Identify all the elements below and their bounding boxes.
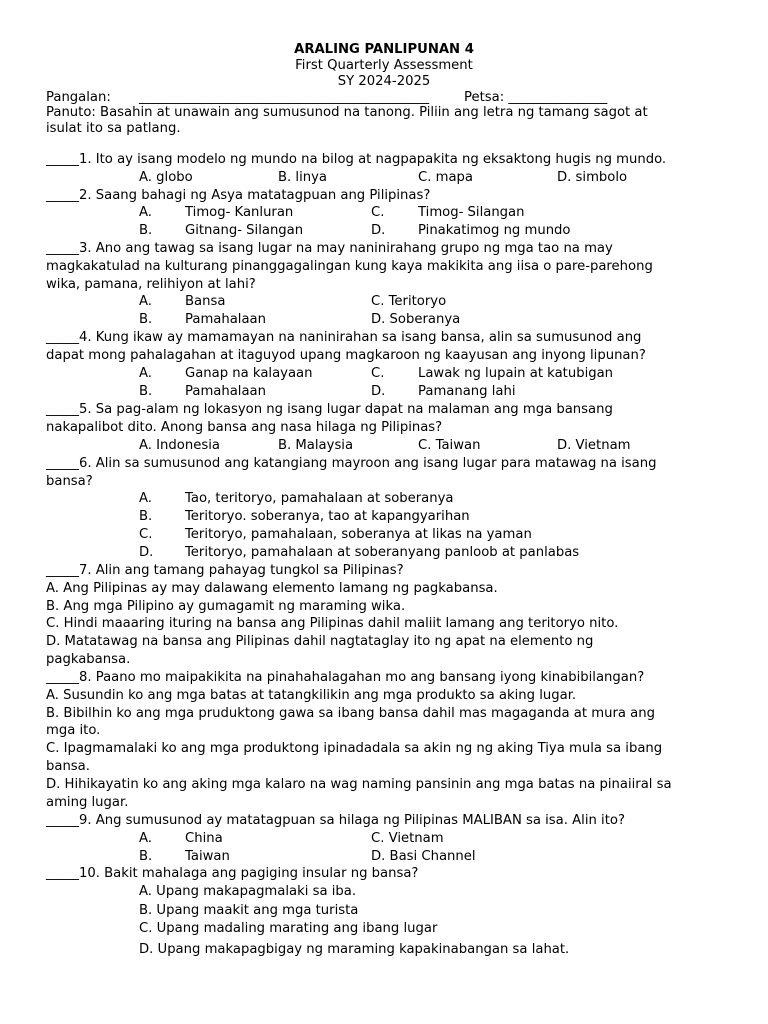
q2-option-a-letter: A.: [139, 205, 152, 220]
q6-option-c: Teritoryo, pamahalaan, soberanya at likas na yaman: [185, 527, 532, 542]
q8-option-c-line-2: bansa.: [46, 759, 90, 774]
q5-option-d: D. Vietnam: [557, 438, 631, 453]
q9-option-c: C. Vietnam: [371, 831, 444, 846]
question-5-line-1: _____5. Sa pag-alam ng lokasyon ng isang lugar dapat na malaman ang mga bansang: [46, 402, 613, 417]
q4-option-a: Ganap na kalayaan: [185, 366, 313, 381]
q6-option-b-letter: B.: [139, 509, 153, 524]
q5-option-a: A. Indonesia: [139, 438, 220, 453]
q8-option-b-line-1: B. Bibilhin ko ang mga pruduktong gawa sa ibang bansa dahil mas magaganda at mura ang: [46, 706, 655, 721]
page-title: ARALING PANLIPUNAN 4: [294, 42, 474, 57]
q1-option-c: C. mapa: [418, 170, 473, 185]
q9-option-b: Taiwan: [185, 849, 230, 864]
q8-option-b-line-2: mga ito.: [46, 723, 101, 738]
q9-option-a-letter: A.: [139, 831, 152, 846]
q4-option-c: Lawak ng lupain at katubigan: [418, 366, 614, 381]
page-subtitle: First Quarterly Assessment: [295, 58, 473, 73]
question-1: _____1. Ito ay isang modelo ng mundo na bilog at nagpapakita ng eksaktong hugis ng mundo.: [46, 152, 667, 167]
q1-option-d: D. simbolo: [557, 170, 628, 185]
question-3-line-1: _____3. Ano ang tawag sa isang lugar na may naninirahang grupo ng mga tao na may: [46, 241, 613, 256]
q8-option-d-line-2: aming lugar.: [46, 795, 129, 810]
name-label: Pangalan:: [46, 90, 111, 105]
q3-option-d: D. Soberanya: [371, 312, 461, 327]
q2-option-d: Pinakatimog ng mundo: [418, 223, 571, 238]
q6-option-d-letter: D.: [139, 545, 154, 560]
question-5-line-2: nakapalibot dito. Anong bansa ang nasa hilaga ng Pilipinas?: [46, 420, 443, 435]
q5-option-c: C. Taiwan: [418, 438, 481, 453]
q7-option-a: A. Ang Pilipinas ay may dalawang elemento lamang ng pagkabansa.: [46, 581, 498, 596]
q2-option-b-letter: B.: [139, 223, 153, 238]
q1-option-b: B. linya: [278, 170, 328, 185]
q10-option-a: A. Upang makapagmalaki sa iba.: [139, 884, 357, 899]
q4-option-b: Pamahalaan: [185, 384, 266, 399]
q6-option-d: Teritoryo, pamahalaan at soberanyang panloob at panlabas: [185, 545, 580, 560]
instructions-line-2: isulat ito sa patlang.: [46, 121, 181, 136]
school-year: SY 2024-2025: [337, 74, 431, 89]
q7-option-d-line-2: pagkabansa.: [46, 652, 131, 667]
q4-option-a-letter: A.: [139, 366, 152, 381]
q6-option-c-letter: C.: [139, 527, 153, 542]
name-blank[interactable]: ____________________________________________: [139, 90, 430, 105]
question-10: _____10. Bakit mahalaga ang pagiging insular ng bansa?: [46, 866, 419, 881]
q7-option-d-line-1: D. Matatawag na bansa ang Pilipinas dahil nagtataglay ito ng apat na elemento ng: [46, 634, 594, 649]
q3-option-a: Bansa: [185, 294, 226, 309]
q4-option-c-letter: C.: [371, 366, 385, 381]
q2-option-c-letter: C.: [371, 205, 385, 220]
q7-option-b: B. Ang mga Pilipino ay gumagamit ng maraming wika.: [46, 599, 406, 614]
q4-option-b-letter: B.: [139, 384, 153, 399]
q3-option-a-letter: A.: [139, 294, 152, 309]
question-4-line-1: _____4. Kung ikaw ay mamamayan na naninirahan sa isang bansa, alin sa sumusunod ang: [46, 330, 642, 345]
q9-option-b-letter: B.: [139, 849, 153, 864]
question-8: _____8. Paano mo maipakikita na pinahahalagahan mo ang bansang iyong kinabibilangan?: [46, 670, 645, 685]
date-label[interactable]: Petsa: _______________: [464, 90, 608, 105]
q2-option-d-letter: D.: [371, 223, 386, 238]
q1-option-a: A. globo: [139, 170, 193, 185]
q5-option-b: B. Malaysia: [278, 438, 354, 453]
q6-option-b: Teritoryo. soberanya, tao at kapangyarihan: [185, 509, 470, 524]
instructions-line-1: Panuto: Basahin at unawain ang sumusunod na tanong. Piliin ang letra ng tamang sagot at: [46, 105, 648, 120]
q8-option-c-line-1: C. Ipagmamalaki ko ang mga produktong ipinadadala sa akin ng ng aking Tiya mula sa ibang: [46, 741, 663, 756]
question-9: _____9. Ang sumusunod ay matatagpuan sa hilaga ng Pilipinas MALIBAN sa isa. Alin ito?: [46, 813, 625, 828]
q6-option-a: Tao, teritoryo, pamahalaan at soberanya: [185, 491, 454, 506]
question-3-line-3: wika, pamana, relihiyon at lahi?: [46, 277, 256, 292]
q6-option-a-letter: A.: [139, 491, 152, 506]
q7-option-c: C. Hindi maaaring ituring na bansa ang Pilipinas dahil maliit lamang ang teritoryo nito.: [46, 616, 619, 631]
q2-option-a: Timog- Kanluran: [185, 205, 294, 220]
question-6-line-2: bansa?: [46, 474, 93, 489]
q10-option-b: B. Upang maakit ang mga turista: [139, 903, 359, 918]
question-6-line-1: _____6. Alin sa sumusunod ang katangiang mayroon ang isang lugar para matawag na isang: [46, 456, 657, 471]
q4-option-d-letter: D.: [371, 384, 386, 399]
q4-option-d: Pamanang lahi: [418, 384, 516, 399]
q10-option-d: D. Upang makapagbigay ng maraming kapakinabangan sa lahat.: [139, 942, 570, 957]
q2-option-c: Timog- Silangan: [418, 205, 525, 220]
q3-option-c: C. Teritoryo: [371, 294, 447, 309]
q3-option-b: Pamahalaan: [185, 312, 266, 327]
q9-option-d: D. Basi Channel: [371, 849, 476, 864]
q3-option-b-letter: B.: [139, 312, 153, 327]
q8-option-a: A. Susundin ko ang mga batas at tatangkilikin ang mga produkto sa aking lugar.: [46, 688, 577, 703]
q10-option-c: C. Upang madaling marating ang ibang lugar: [139, 921, 438, 936]
question-3-line-2: magkakatulad na kulturang pinanggagalingan kung kaya makikita ang iisa o pare-parehong: [46, 259, 653, 274]
q8-option-d-line-1: D. Hihikayatin ko ang aking mga kalaro na wag naming pansinin ang mga batas na pinaiiral sa: [46, 777, 672, 792]
q2-option-b: Gitnang- Silangan: [185, 223, 304, 238]
question-4-line-2: dapat mong pahalagahan at itaguyod upang magkaroon ng kaayusan ang inyong lipunan?: [46, 348, 646, 363]
question-2: _____2. Saang bahagi ng Asya matatagpuan ang Pilipinas?: [46, 188, 431, 203]
q9-option-a: China: [185, 831, 223, 846]
question-7: _____7. Alin ang tamang pahayag tungkol sa Pilipinas?: [46, 563, 404, 578]
